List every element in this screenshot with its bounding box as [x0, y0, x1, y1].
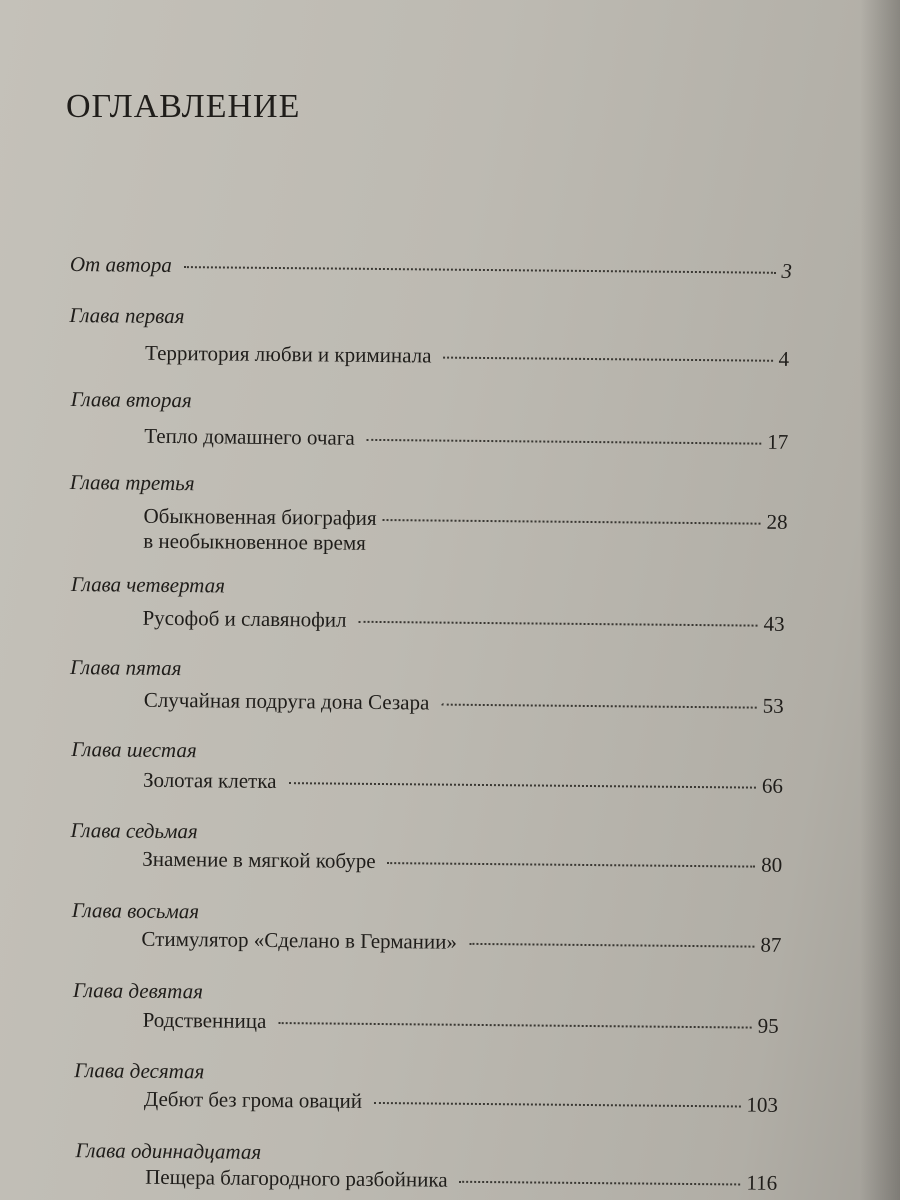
chapter-title: Золотая клетка	[142, 767, 277, 794]
toc-entry	[144, 688, 784, 719]
chapter-title: Дебют без грома оваций	[143, 1086, 363, 1113]
chapter-heading: Глава третья	[69, 470, 195, 496]
page-number: 103	[746, 1092, 779, 1117]
chapter-heading: Глава шестая	[71, 737, 197, 763]
chapter-title: Случайная подруга дона Сезара	[143, 687, 430, 715]
chapter-title: Тепло домашнего очага	[144, 423, 355, 450]
dot-leader	[441, 704, 756, 709]
chapter-title: Территория любви и криминала	[144, 340, 432, 368]
chapter-heading: Глава десятая	[74, 1058, 205, 1084]
dot-leader	[443, 357, 772, 362]
dot-leader	[367, 439, 762, 445]
chapter-title-lines	[143, 504, 377, 556]
toc-entry	[145, 1165, 777, 1196]
page-number: 4	[778, 346, 790, 371]
dot-leader	[278, 1022, 751, 1029]
chapter-heading: Глава пятая	[69, 655, 182, 681]
chapter-heading: Глава девятая	[72, 978, 204, 1004]
chapter-title: Родственница	[142, 1007, 267, 1033]
chapter-title: Знамение в мягкой кобуре	[142, 846, 376, 873]
chapter-title-line: Обыкновенная биография	[143, 503, 377, 530]
toc-entry	[141, 927, 781, 958]
page-number: 116	[746, 1170, 778, 1195]
chapter-heading: Глава одиннадцатая	[75, 1138, 262, 1164]
dot-leader	[184, 266, 776, 274]
dot-leader	[469, 943, 755, 948]
toc-entry-preface	[70, 252, 792, 284]
dot-leader	[359, 621, 758, 627]
chapter-heading: Глава первая	[69, 302, 185, 329]
chapter-heading: Глава вторая	[70, 387, 192, 413]
toc-entry	[142, 606, 784, 637]
chapter-heading: Глава четвертая	[70, 572, 226, 598]
dot-leader	[288, 782, 755, 788]
chapter-heading: Глава восьмая	[71, 898, 200, 924]
page-number: 28	[766, 509, 788, 534]
page-number: 17	[767, 429, 789, 454]
preface-label: От автора	[69, 252, 172, 277]
page-title: ОГЛАВЛЕНИЕ	[66, 88, 301, 125]
dot-leader	[383, 519, 761, 525]
page-number: 80	[761, 852, 783, 877]
page-edge-shadow	[860, 0, 900, 1200]
chapter-title: Пещера благородного разбойника	[145, 1164, 448, 1192]
toc-entry	[143, 768, 783, 799]
page-number: 3	[781, 258, 793, 283]
dot-leader	[460, 1181, 741, 1186]
page-number: 95	[757, 1013, 779, 1038]
toc-entry	[143, 504, 787, 560]
dot-leader	[388, 862, 756, 868]
chapter-title-line: в необыкновенное время	[143, 528, 366, 555]
toc-entry	[144, 1087, 778, 1118]
chapter-title: Стимулятор «Сделано в Германии»	[141, 926, 458, 954]
toc-entry	[144, 424, 788, 455]
page-number: 53	[762, 693, 784, 718]
toc-entry	[143, 1008, 779, 1039]
page-number: 43	[763, 611, 785, 636]
chapter-title: Русофоб и славянофил	[142, 605, 347, 632]
toc-entry	[142, 847, 782, 878]
toc-entry	[145, 341, 789, 372]
page-number: 66	[761, 773, 784, 798]
chapter-heading: Глава седьмая	[70, 818, 198, 844]
dot-leader	[374, 1102, 740, 1108]
page-number: 87	[760, 932, 782, 957]
